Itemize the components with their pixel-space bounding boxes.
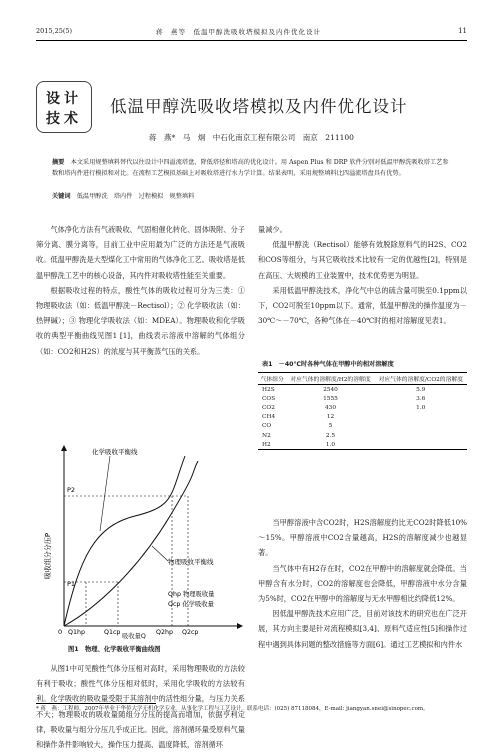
equilibrium-figure: [40, 436, 245, 636]
table-row: [258, 422, 467, 431]
table-header: 对应气体的溶解度/CO2的溶解度: [375, 373, 467, 385]
x-axis-label: 吸收量Q: [122, 633, 146, 640]
paragraph: 从图1中可见酸性气体分压相对高时，采用物理吸收的方法较有利于吸收；酸性气体分压相对低时，采用化学吸收的方法较有利。化学吸收的吸收量受限于其溶剂中的活性组分量，与压力关系不大；物理吸收的吸收量随组分分压的提高而增加，依据亨利定律，吸收量与组分分压几乎成正比。因此，溶剂循环量受原料气量和操作条件影响较大，操作压力提高、温度降低，溶剂循环: [36, 664, 245, 750]
table-row: [258, 413, 467, 422]
p2-label: P2: [67, 486, 76, 494]
paragraph: 量减少。: [258, 225, 287, 234]
abstract-label: 摘要: [52, 159, 65, 166]
section-badge: [36, 81, 92, 133]
chemical-equilibrium-curve: [64, 456, 185, 626]
tick-label-q1hp: Q1hp: [68, 629, 85, 636]
solubility-table: [258, 372, 467, 450]
cell: 5: [328, 423, 333, 430]
volume-issue: 2015,25(5): [36, 27, 73, 35]
origin-label: 0: [58, 628, 63, 636]
tick-label-q1cp: Q1cp: [104, 629, 121, 636]
cell: [375, 422, 467, 431]
cell: CO2: [262, 404, 275, 411]
chem-curve-label: 化学吸收平衡线: [92, 448, 138, 456]
table-row: [258, 431, 467, 440]
table-row: [258, 394, 467, 403]
table-row: [258, 385, 467, 395]
author-line: 蒋 燕* 马 炯 中石化南京工程有限公司 南京 211100: [149, 133, 354, 142]
figure-caption: 图1 物理、化学吸收平衡曲线图: [68, 646, 161, 653]
right-column: [258, 222, 467, 328]
cell: 2.5: [325, 432, 336, 439]
cell: 2540: [323, 386, 338, 393]
cell: CO: [262, 423, 272, 430]
legend-physical: Qhp 物理吸收量: [168, 591, 215, 598]
table-row: [258, 403, 467, 412]
tick-label-q2hp: Q2hp: [156, 629, 173, 636]
cell: 12: [326, 414, 335, 421]
header-rule: [36, 40, 467, 41]
right-column-2: [258, 515, 467, 652]
legend-chemical: Qcp 化学吸收量: [168, 601, 214, 608]
cell: 5.9: [416, 386, 426, 393]
badge-line1: 设计: [46, 91, 82, 107]
keywords: [52, 191, 451, 200]
running-title: 蒋 燕等 低温甲醇洗吸收塔模拟及内件优化设计: [156, 28, 321, 36]
cell: 1.0: [286, 440, 374, 450]
chem-leader: [100, 456, 110, 531]
badge-line2: 技术: [46, 111, 82, 127]
table-title: 表1 －40℃时各种气体在甲醇中的相对溶解度: [262, 361, 394, 368]
cell: N2: [262, 432, 271, 439]
paragraph: 低温甲醇洗（Rectisol）能够有效脱除原料气的H2S、CO2和COS等组分，与其它吸收技术比较有一定的优越性[2]，特别是在高压、大规模的工业装置中，技术优势更为明显。: [258, 240, 467, 280]
cell: [375, 431, 467, 440]
cell: 1555: [323, 395, 338, 402]
footnote-rule: [36, 703, 156, 704]
article-title: 低温甲醇洗吸收塔模拟及内件优化设计: [110, 97, 408, 116]
table-header: 对应气体的溶解度/H2的溶解度: [286, 373, 374, 385]
paragraph: 因低温甲醇洗技术应用广泛，目前对该技术的研究也在广泛开展，其方向主要是针对流程模拟[3,4]、原料气适应性[5]和操作过程中遇到具体问题的整改措施等方面[6]。通过工艺模拟和内件水: [258, 609, 467, 649]
paragraph: 采用低温甲醇洗技术，净化气中总的硫含量可脱至0.1ppm以下，CO2可脱至10ppm以下。通常，低温甲醇洗的操作温度为－30℃～－70℃，各种气体在－40℃时的相对溶解度见表1。: [258, 285, 467, 326]
cell: [375, 440, 467, 450]
paragraph: 气体净化方法有气液吸收、气固相催化转化、固体吸附、分子筛分离、膜分离等，目前工业中应用最为广泛的方法还是气液吸收。低温甲醇洗是大型煤化工中常用的气体净化工艺。吸收塔是低温甲醇洗工艺中的核心设备，其内件对吸收塔性能至关重要。: [36, 225, 245, 280]
cell: COS: [262, 395, 276, 402]
cell: 3.6: [416, 395, 426, 402]
keywords-text: 低温甲醇洗 塔内件 过程模拟 规整填料: [76, 193, 195, 200]
left-column: [36, 222, 245, 359]
cell: 1.0: [416, 404, 426, 411]
table-header: 气体组分: [258, 373, 286, 385]
cell: [375, 413, 467, 422]
paragraph: 根据吸收过程的特点，酸性气体的吸收过程可分为三类：① 物理吸收法（如：低温甲醇洗－Rectisol）；② 化学吸收法（如：热钾碱）；③ 物理化学吸收法（如：MDEA）。物理吸收和化学吸收的典型平衡曲线见图1 [1]，曲线表示溶液中溶解的气体组分（如：CO2和H2S）的浓度与其平衡蒸气压的关系。: [36, 285, 245, 356]
keywords-label: 关键词: [52, 193, 71, 200]
page-number: 11: [458, 27, 467, 35]
cell: CH4: [262, 414, 276, 421]
abstract-text: 本文采用规整填料替代以往设计中四溢流塔盘，降低塔径和塔高的优化设计。用 Aspen Plus 和 DRP 软件分别对低温甲醇洗吸收塔工艺参数和塔内件进行模拟和对比。在流程工艺模拟基础上对吸收塔进行水力学计算。结果表明，采用规整填料比四溢流塔盘具有优势。: [52, 159, 449, 177]
footnote: * 蒋 燕：工程师。2007年毕业于华侨大学无机化学专业。从事化学工程与工艺设计。联系电话：(025) 87118084，E-mail: jiangyan.snei@sinopec.com。: [36, 706, 429, 712]
table-row: [258, 440, 467, 450]
cell: 430: [324, 404, 337, 411]
y-axis-label: 吸收组分分压P: [44, 532, 52, 580]
p1-label: P1: [67, 580, 76, 588]
paragraph: 当甲醇溶液中含CO2时，H2S溶解度约比无CO2时降低10%～15%。甲醇溶液中CO2含量越高，H2S的溶解度减少也越显著。: [258, 518, 467, 558]
cell: H2: [258, 440, 286, 450]
paragraph: 当气体中有H2存在时，CO2在甲醇中的溶解度就会降低。当甲醇含有水分时，CO2的溶解度也会降低，甲醇溶液中水分含量为5%时，CO2在甲醇中的溶解度与无水甲醇相比约降低12%。: [258, 563, 467, 604]
cell: H2S: [262, 386, 275, 393]
phys-curve-label: 物理吸收平衡线: [168, 558, 214, 566]
phys-leader: [152, 546, 168, 561]
abstract: [52, 157, 451, 179]
tick-label-q2cp: Q2cp: [182, 629, 199, 636]
